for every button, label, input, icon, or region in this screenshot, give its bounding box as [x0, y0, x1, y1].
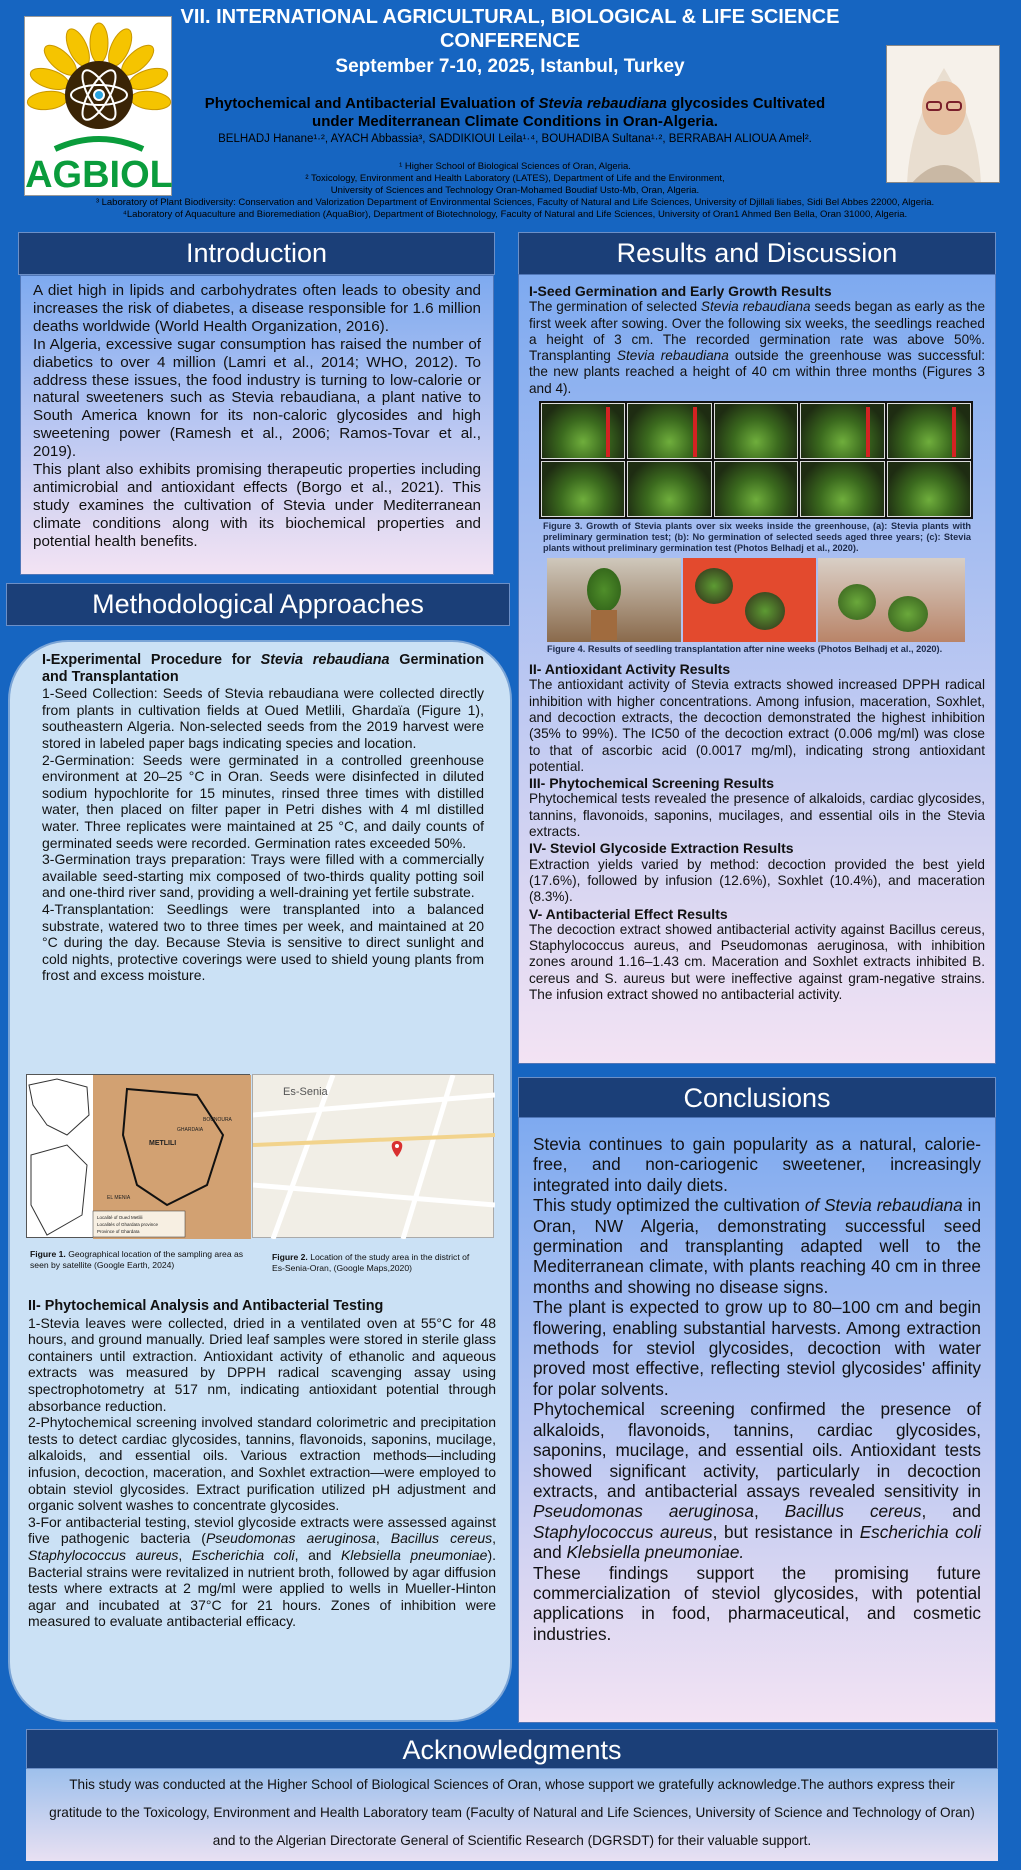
results-s4-text: Extraction yields varied by method: decoction provided the best yield (17.6%), followed by infusion (12.6%), Soxhlet (10.4%), and maceration (8.3%).	[529, 856, 985, 905]
results-panel	[518, 274, 996, 1064]
results-s3-title: III- Phytochemical Screening Results	[529, 775, 775, 792]
map-pin-icon	[392, 1141, 403, 1157]
methods-part2-item-2: 2-Phytochemical screening involved standard colorimetric and precipitation tests to detect cardiac glycosides, tannins, flavonoids, saponins, mucilage, alkaloids, and essential oils. Various extraction methods—including infusion, decoction, maceration, and Soxhlet extraction—were employed to obtain steviol glycosides. Extract purification utilized pH adjustment and organic solvent washes to concentrate glycosides.	[28, 1414, 496, 1514]
intro-paragraph-1: A diet high in lipids and carbohydrates often leads to obesity and increases the risk of diabetes, a disease responsible for 1.6 million deaths worldwide (World Health Organization, 2016).	[33, 282, 481, 335]
methods-part2-item-3: 3-For antibacterial testing, steviol glycoside extracts were assessed against five pathogenic bacteria (Pseudomonas aeruginosa, Bacillus cereus, Staphylococcus aureus, Escherichia coli, and Klebsiella pneumoniae). Bacterial strains were revitalized in nutrient broth, followed by agar diffusion tests where extracts at 2 mg/ml were applied to wells in Mueller-Hinton agar and incubated at 37°C for 21 hours. Zones of inhibition were measured to evaluate antibacterial efficacy.	[28, 1513, 497, 1630]
methods-part1-title: I-Experimental Procedure for Stevia rebaudiana Germination and Transplantation	[42, 652, 485, 685]
figure-3-photo	[887, 461, 971, 517]
results-s3-text: Phytochemical tests revealed the presence of alkaloids, cardiac glycosides, tannins, flavonoids, saponins, mucilages, and essential oils in the Stevia extracts.	[529, 791, 985, 840]
map-label-el-menia: EL MENIA	[107, 1195, 131, 1201]
methods-part2-item-1: 1-Stevia leaves were collected, dried in a ventilated oven at 55°C for 48 hours, and ground manually. Dried leaf samples were stored in sterile glass containers until extraction. Antioxidant activity of ethanolic and aqueous extracts was measured by DPPH radical scavenging assay using spectrophotometry at 517 nm, indicating antioxidant potential through absorbance reduction.	[28, 1314, 496, 1414]
map-label-ghardaia: GHARDAIA	[177, 1127, 204, 1133]
figure-4-caption: Figure 4. Results of seedling transplantation after nine weeks (Photos Belhadj et al., 2020).	[547, 644, 943, 655]
conclusions-paragraph-2: This study optimized the cultivation of Stevia rebaudiana in Oran, NW Algeria, demonstrating successful seed germination and transplanting adapted well to the Mediterranean climate, with plants reaching 40 cm in three months and showing no disease signs.	[533, 1195, 982, 1297]
conference-title: VII. INTERNATIONAL AGRICULTURAL, BIOLOGICAL & LIFE SCIENCE	[180, 6, 840, 28]
logo-text: AGBIOL	[25, 154, 173, 196]
map-legend-1: Localité of Oued Metlili	[97, 1215, 143, 1220]
acknowledgments-text: This study was conducted at the Higher School of Biological Sciences of Oran, whose support we gratefully acknowledge.The authors express their gratitude to the Toxicology, Environment and Health Laboratory team (Faculty of Natural and Life Sciences, University of Science and Technology of Oran) and to the Algerian Directorate General of Scientific Research (DGRSDT) for their valuable support.	[49, 1777, 975, 1848]
results-s4-title: IV- Steviol Glycoside Extraction Results	[529, 840, 794, 857]
affiliation-3: ³ Laboratory of Plant Biodiversity: Conservation and Valorization Department of Environmental Sciences, Faculty of Natural and Life Sciences, University of Djillali liabes, Sidi Bel Abbes 22000, Algeria.	[95, 197, 935, 208]
affiliation-4: ⁴Laboratory of Aquaculture and Bioremediation (AquaBior), Department of Biotechnology, Faculty of Natural and Life Sciences, University of Oran1 Ahmed Ben Bella, Oran 31000, Algeria.	[122, 209, 908, 220]
figure-3-photos	[539, 401, 973, 519]
affiliation-2: ² Toxicology, Environment and Health Laboratory (LATES), Department of Life and the Environment,	[305, 173, 725, 184]
figure-1-caption: Figure 1. Geographical location of the sampling area as seen by satellite (Google Earth, 2024)	[30, 1249, 244, 1270]
intro-panel	[20, 275, 494, 575]
figure-3-photo	[627, 403, 711, 459]
figure-3-photo	[714, 461, 798, 517]
results-s2-title: II- Antioxidant Activity Results	[529, 661, 731, 678]
authors: BELHADJ Hanane¹·², AYACH Abbassia³, SADDIKIOUI Leila¹·⁴, BOUHADIBA Sultana¹·², BERRABAH ALIOUA Amel².	[218, 133, 812, 145]
conclusions-paragraph-4: Phytochemical screening confirmed the presence of alkaloids, flavonoids, tannins, cardiac glycosides, saponins, mucilage, and essential oils. Antioxidant tests showed significant activity, particularly in decoction extracts, and antibacterial assays revealed sensitivity in Pseudomonas aeruginosa, Bacillus cereus, and Staphylococcus aureus, but resistance in Escherichia coli and Klebsiella pneumoniae.	[533, 1399, 981, 1563]
conference-date: September 7-10, 2025, Istanbul, Turkey	[335, 56, 685, 77]
results-s5-text: The decoction extract showed antibacterial activity against Bacillus cereus, Staphylococcus aureus, and Pseudomonas aeruginosa, with inhibition zones around 1.16–1.43 cm. Maceration and Soxhlet extracts inhibited B. cereus and S. aureus but were ineffective against gram-negative strains. The infusion extract showed no antibacterial activity.	[529, 921, 985, 1003]
intro-paragraph-2: In Algeria, excessive sugar consumption has raised the number of diabetics to over 4 million (Lamri et al., 2014; WHO, 2012). To address these issues, the food industry is turning to low-calorie or natural sweeteners such as Stevia rebaudiana, a plant native to South America known for its non-caloric glycosides and high sweetening power (Ramesh et al., 2006; Ramos-Tovar et al., 2019).	[33, 335, 481, 461]
author-portrait	[886, 45, 1000, 183]
methods-item-transplantation: 4-Transplantation: Seedlings were transplanted into a balanced substrate, watered two to three times per week, and maintained at 20 °C during the day. Because Stevia is sensitive to direct sunlight and cold nights, protective coverings were used to shield young plants from frost and excess moisture.	[42, 900, 484, 984]
figure-3-photo	[541, 461, 625, 517]
figure-1-map	[26, 1074, 250, 1238]
methods-part2	[28, 1298, 496, 1630]
conclusions-paragraph-1: Stevia continues to gain popularity as a natural, calorie-free, and non-cariogenic sweetener, increasingly integrated into daily diets.	[533, 1134, 981, 1195]
map-label-es-senia: Es-Senia	[283, 1086, 328, 1098]
figure-3-photo	[627, 461, 711, 517]
figure-3-photo	[800, 403, 884, 459]
results-heading: Results and Discussion	[518, 232, 996, 275]
figure-4-photo	[683, 558, 817, 642]
figure-4-photo	[547, 558, 681, 642]
figure-2-map	[252, 1074, 494, 1238]
intro-paragraph-3: This plant also exhibits promising therapeutic properties including antimicrobial and antioxidant effects (Borgo et al., 2021). This study examines the cultivation of Stevia under Mediterranean climate conditions along with its biochemical properties and potential health benefits.	[33, 461, 481, 550]
affiliation-2b: University of Sciences and Technology Oran-Mohamed Boudiaf Usto-Mb, Oran, Algeria.	[330, 185, 700, 196]
methods-item-seed-collection: 1-Seed Collection: Seeds of Stevia rebaudiana were collected directly from plants in cultivation fields at Oued Metlili, Ghardaïa (Figure 1), southeastern Algeria. Non-selected seeds from the 2019 harvest were stored in labeled paper bags indicating species and location.	[42, 685, 484, 751]
results-s1-title: I-Seed Germination and Early Growth Results	[529, 283, 832, 299]
figure-4-photo	[818, 558, 965, 642]
conclusions-heading: Conclusions	[518, 1077, 996, 1119]
conference-title-line2: CONFERENCE	[439, 30, 580, 52]
affiliation-1: ¹ Higher School of Biological Sciences of Oran, Algeria.	[399, 161, 631, 172]
intro-heading: Introduction	[18, 232, 495, 275]
paper-title: Phytochemical and Antibacterial Evaluation of Stevia rebaudiana glycosides Cultivated under Mediterranean Climate Conditions in Oran-Algeria.	[204, 95, 826, 130]
methods-part2-title: II- Phytochemical Analysis and Antibacterial Testing	[28, 1298, 384, 1314]
methods-heading: Methodological Approaches	[6, 583, 510, 626]
author-portrait-icon	[887, 46, 1000, 183]
map-legend-2: Localités of Ghardaïa province	[97, 1222, 159, 1227]
results-s2-text: The antioxidant activity of Stevia extracts showed increased DPPH radical inhibition with higher concentrations. Among infusion, maceration, Soxhlet, and decoction extracts, the decoction demonstrated the highest inhibition (35% to 99%). The IC50 of the decoction extract (0.006 mg/ml) was close to that of ascorbic acid (0.0017 mg/ml), indicating strong antioxidant potential.	[529, 677, 985, 774]
map-label-metlili: METLILI	[149, 1140, 177, 1147]
results-s1-text: The germination of selected Stevia rebaudiana seeds began as early as the first week after sowing. Over the following six weeks, the seedlings reached a height of 3 cm. The recorded germination rate was above 50%. Transplanting Stevia rebaudiana outside the greenhouse was successful: the new plants reached a height of 40 cm within three months (Figures 3 and 4).	[529, 299, 986, 396]
conclusions-paragraph-5: These findings support the promising future commercialization of steviol glycosides, with potential applications in food, pharmaceutical, and cosmetic industries.	[533, 1562, 981, 1644]
map-legend-3: Province of Ghardaïa	[97, 1229, 140, 1234]
conclusions-paragraph-3: The plant is expected to grow up to 80–100 cm and begin flowering, enabling substantial harvests. Among extraction methods for steviol glycosides, decoction with water proved most effective, reflecting steviol glycosides' affinity for polar solvents.	[533, 1297, 981, 1399]
figure-3-photo	[714, 403, 798, 459]
figure-3-caption: Figure 3. Growth of Stevia plants over six weeks inside the greenhouse, (a): Stevia plants with preliminary germination test; (b): No germination of selected seeds aged three years; (c): Stevia plants without preliminary germination test (Photos Belhadj et al., 2020).	[543, 521, 971, 554]
map-label-bounoura: BOUNOURA	[203, 1117, 232, 1123]
acknowledgments-panel	[26, 1769, 998, 1861]
acknowledgments-heading: Acknowledgments	[26, 1729, 998, 1769]
methods-item-trays: 3-Germination trays preparation: Trays were filled with a commercially available seed-starting mix composed of two-thirds quality potting soil and one-third river sand, providing a well-draining yet fertile substrate.	[42, 851, 484, 901]
figure-3-photo	[887, 403, 971, 459]
methods-part1	[42, 652, 484, 984]
results-s5-title: V- Antibacterial Effect Results	[529, 905, 728, 922]
figure-2-caption: Figure 2. Location of the study area in the district of Es-Senia-Oran, (Google Maps,2020)	[272, 1252, 470, 1273]
figure-3-photo	[800, 461, 884, 517]
figure-3-photo	[541, 403, 625, 459]
figure-4-photos	[547, 558, 965, 642]
conclusions-panel	[518, 1117, 996, 1723]
methods-item-germination: 2-Germination: Seeds were germinated in a controlled greenhouse environment at 20–25 °C in Oran. Seeds were disinfected in diluted sodium hypochlorite for 15 minutes, rinsed three times with distilled water, then placed on filter paper in Petri dishes with 4 ml distilled water. Three replicates were maintained at 25 °C, and daily counts of germinated seeds were recorded. Germination rates exceeded 50%.	[42, 751, 484, 851]
